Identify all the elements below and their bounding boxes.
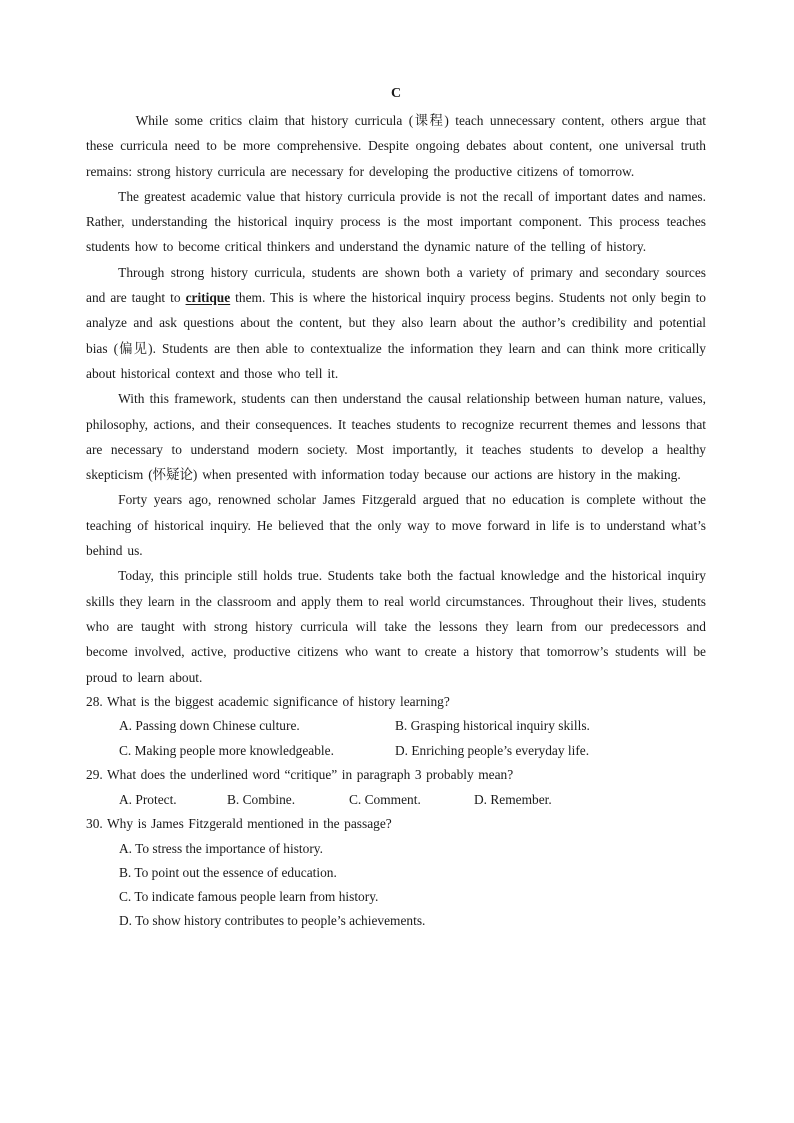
- question-stem: 28. What is the biggest academic significance of history learning?: [86, 693, 450, 709]
- option-d: D. Enriching people’s everyday life.: [395, 742, 590, 758]
- option-d: D. Remember.: [474, 791, 552, 807]
- paragraph-text: With this framework, students can then understand the causal relationship between human nature, values, philosophy, actions, and their consequences. It teaches students to recognize recurrent themes and lessons that are necessary to understand modern society. Most importantly, it teaches students to develop a healthy skepticism (怀疑论) when presented with information today because our actions are history in the making.: [86, 391, 706, 483]
- underlined-keyword: critique: [185, 290, 231, 306]
- option-a: A. Protect.: [119, 791, 177, 807]
- question-stem: 29. What does the underlined word “critique” in paragraph 3 probably mean?: [86, 767, 514, 783]
- passage-paragraph-6: [86, 563, 706, 689]
- option-c: C. Making people more knowledgeable.: [119, 742, 334, 758]
- passage-paragraph-1: [86, 108, 706, 184]
- passage-paragraph-4: [86, 386, 706, 487]
- paragraph-text: Forty years ago, renowned scholar James Fitzgerald argued that no education is complete without the teaching of historical inquiry. He believed that the only way to move forward in life is to understand what’s behind us.: [86, 492, 706, 559]
- option-c: C. Comment.: [349, 791, 421, 807]
- option-b: B. Combine.: [227, 791, 296, 807]
- passage-paragraph-5: [86, 487, 706, 563]
- option-b: B. To point out the essence of education.: [119, 864, 337, 880]
- paragraph-text: The greatest academic value that history curricula provide is not the recall of important dates and names. Rather, understanding the historical inquiry process is the most important component. This process teaches students how to become critical thinkers and understand the dynamic nature of the telling of history.: [86, 188, 706, 255]
- answer-options: [119, 714, 706, 763]
- question-28: [86, 690, 706, 764]
- option-b: B. Grasping historical inquiry skills.: [395, 718, 590, 734]
- answer-options: [119, 837, 706, 933]
- option-d: D. To show history contributes to people’s achievements.: [119, 912, 426, 928]
- paragraph-text: While some critics claim that history curricula (课程) teach unnecessary content, others argue that these curricula need to be more comprehensive. Despite ongoing debates about content, one universal truth remains: strong history curricula are necessary for developing the productive citizens of tomorrow.: [86, 113, 706, 179]
- option-c: C. To indicate famous people learn from history.: [119, 888, 379, 904]
- paragraph-text: Through strong history curricula, students are shown both a variety of primary and secondary sources and are taught to: [86, 264, 706, 306]
- paragraph-text: Today, this principle still holds true. Students take both the factual knowledge and the historical inquiry skills they learn in the classroom and apply them to real world circumstances. Throughout their lives, students who are taught with strong history curricula will take the lessons they learn from our predecessors and become involved, active, productive citizens who want to create a history that tomorrow’s students will be proud to learn about.: [86, 568, 706, 685]
- question-29: [86, 763, 706, 812]
- question-30: [86, 812, 706, 932]
- option-a: A. Passing down Chinese culture.: [119, 718, 300, 734]
- section-title: C: [390, 86, 402, 101]
- question-stem: 30. Why is James Fitzgerald mentioned in the passage?: [86, 816, 392, 832]
- paragraph-text: them. This is where the historical inquiry process begins. Students not only begin to analyze and ask questions about the content, but they also learn about the author’s credibility and potential bias (偏见). Students are then able to contextualize the information they learn and can think more critically about historical context and those who tell it.: [86, 290, 707, 381]
- answer-options: [119, 788, 706, 813]
- passage-paragraph-2: [86, 184, 706, 260]
- option-a: A. To stress the importance of history.: [119, 840, 323, 856]
- passage-paragraph-3: [86, 260, 706, 386]
